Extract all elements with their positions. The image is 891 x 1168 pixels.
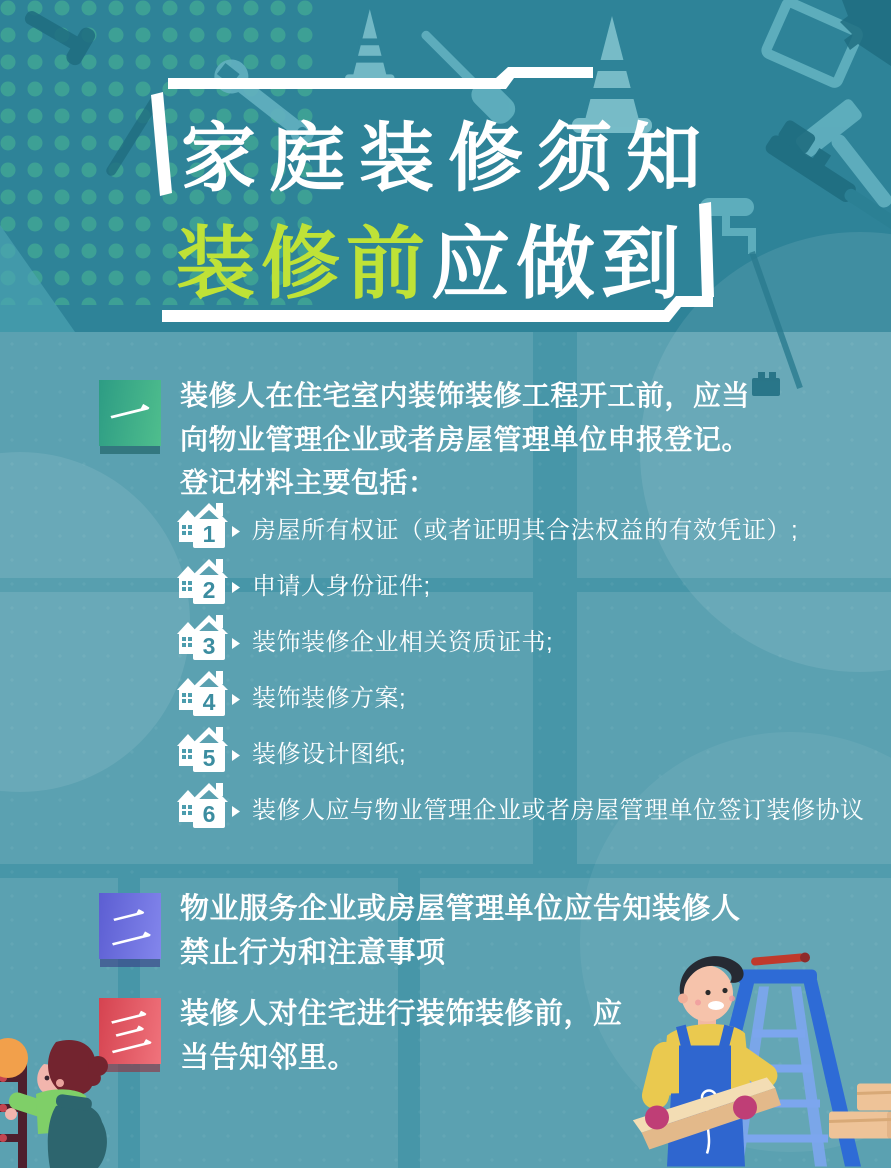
- section-one-badge: [99, 380, 161, 446]
- svg-text:6: 6: [202, 801, 216, 827]
- svg-text:5: 5: [202, 745, 216, 771]
- list-item-text: 装饰装修方案;: [252, 684, 407, 712]
- title-line-1: 家庭装修须知: [181, 116, 716, 200]
- list-item: [176, 785, 865, 829]
- title-rest: 应做到: [431, 219, 686, 308]
- svg-text:2: 2: [202, 577, 216, 603]
- arrow-right-icon: [232, 638, 240, 649]
- list-item-text: 装饰装修企业相关资质证书;: [252, 628, 554, 656]
- arrow-right-icon: [232, 694, 240, 705]
- arrow-right-icon: [232, 750, 240, 761]
- list-item-text: 房屋所有权证（或者证明其合法权益的有效凭证）;: [252, 516, 799, 544]
- svg-text:4: 4: [202, 689, 216, 715]
- big-house-icon: [190, 671, 228, 716]
- worker-illustration: [591, 940, 891, 1168]
- house-number-icon: [176, 612, 244, 666]
- list-item-text: 装修设计图纸;: [252, 740, 407, 768]
- list-item: [176, 729, 865, 773]
- svg-text:1: 1: [202, 521, 216, 547]
- section-two-text: 物业服务企业或房屋管理单位应告知装修人禁止行为和注意事项: [180, 893, 741, 969]
- house-number-icon: [176, 500, 244, 554]
- section-two-number: 二: [107, 899, 154, 958]
- arrow-right-icon: [232, 526, 240, 537]
- svg-text:3: 3: [202, 633, 216, 659]
- arrow-right-icon: [232, 582, 240, 593]
- section-three-text: 装修人对住宅进行装饰装修前，应当告知邻里。: [180, 998, 623, 1074]
- house-number-icon: [176, 780, 244, 834]
- list-item: [176, 617, 865, 661]
- house-number-icon: [176, 556, 244, 610]
- material-list: [176, 505, 865, 841]
- list-item-text: 装修人应与物业管理企业或者房屋管理单位签订装修协议: [252, 796, 865, 824]
- title-line-2: [176, 200, 686, 314]
- house-number-icon: [176, 724, 244, 778]
- section-two-badge: [99, 893, 161, 959]
- big-house-icon: [190, 783, 228, 828]
- painter-illustration: [0, 1036, 132, 1168]
- list-item: [176, 505, 865, 549]
- big-house-icon: [190, 503, 228, 548]
- big-house-icon: [190, 727, 228, 772]
- arrow-right-icon: [232, 806, 240, 817]
- section-one-text: 装修人在住宅室内装饰装修工程开工前，应当向物业管理企业或者房屋管理单位申报登记。登记材料主要包括：: [180, 380, 751, 499]
- list-item-text: 申请人身份证件;: [252, 572, 431, 600]
- list-item: [176, 561, 865, 605]
- section-one-number: 一: [107, 386, 154, 445]
- big-house-icon: [190, 559, 228, 604]
- title-highlight: 装修前: [176, 219, 431, 308]
- section-three-number: 三: [107, 1004, 154, 1063]
- house-number-icon: [176, 668, 244, 722]
- big-house-icon: [190, 615, 228, 660]
- list-item: [176, 673, 865, 717]
